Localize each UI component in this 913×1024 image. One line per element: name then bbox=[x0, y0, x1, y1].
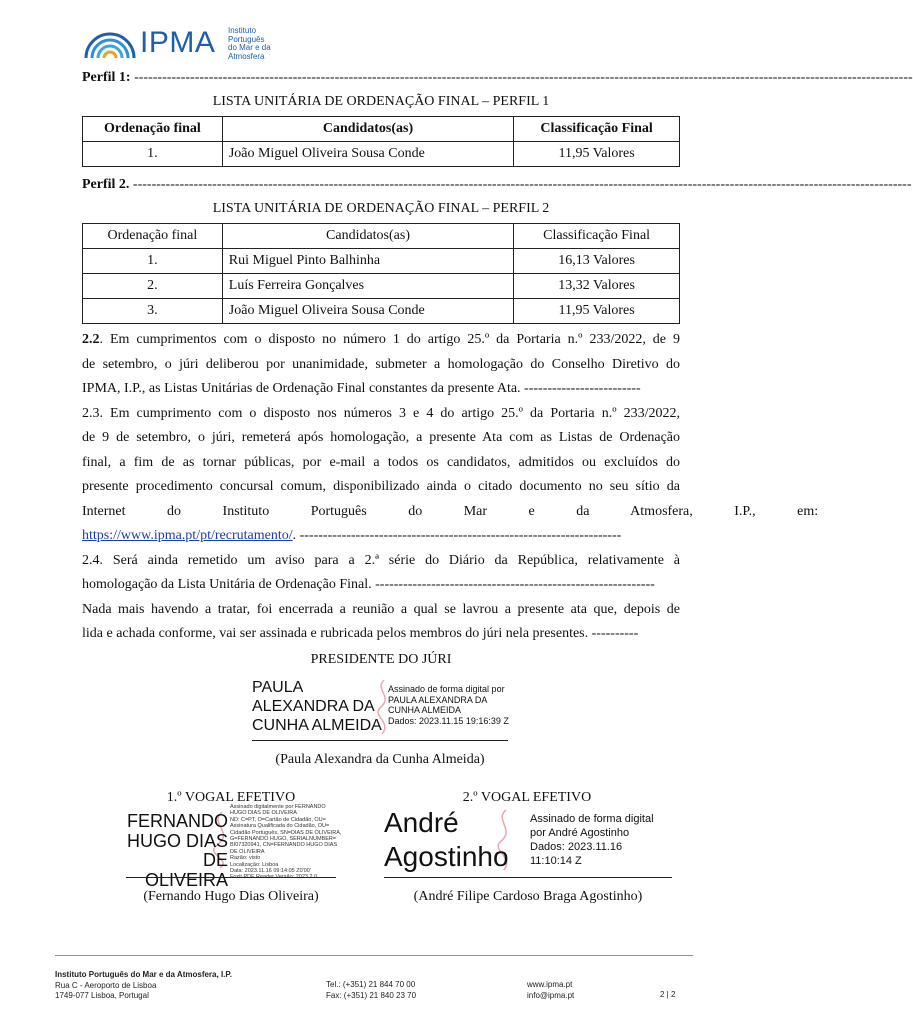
footer-divider bbox=[55, 955, 693, 956]
footer-web bbox=[527, 980, 574, 1001]
closing-paragraph-line: lida e achada conforme, vai ser assinada e rubricada pelos membros do júri nela presentes. ---------- bbox=[82, 626, 639, 641]
paragraph-2-3-line: https://www.ipma.pt/pt/recrutamento/. --------------------------------------------------------------------- bbox=[82, 528, 622, 543]
footer-address-line: 1749-077 Lisboa, Portugal bbox=[55, 991, 149, 1000]
paragraph-2-3-line: presente procedimento concursal comum, disponibilizado ainda o citado documento no seu sítio da bbox=[82, 479, 680, 494]
table-row bbox=[83, 249, 680, 274]
paragraph-2-4-line: 2.4. Será ainda remetido um aviso para a 2.ª série do Diário da República, relativamente à bbox=[82, 552, 680, 568]
col-header-classificacao: Classificação Final bbox=[514, 117, 680, 142]
signature-info: Assinado de forma digital por André Agostinho Dados: 2023.11.16 11:10:14 Z bbox=[530, 813, 654, 867]
paragraph-2-3-line: final, a fim de as tornar públicas, por e-mail a todos os candidatos, admitidos ou excluídos do bbox=[82, 454, 680, 470]
president-signature bbox=[252, 676, 532, 736]
president-caption: (Paula Alexandra da Cunha Almeida) bbox=[275, 752, 485, 767]
paragraph-2-2-number: 2.2 bbox=[82, 332, 100, 347]
paragraph-2-2-line: de setembro, o júri deliberou por unanimidade, submeter a homologação do Conselho Diretivo do bbox=[82, 356, 680, 372]
cell-rank: 2. bbox=[83, 274, 223, 299]
vogal-2-title: 2.º VOGAL EFETIVO bbox=[462, 790, 592, 805]
table-header-row bbox=[83, 224, 680, 249]
perfil-2-label: Perfil 2. bbox=[82, 177, 130, 192]
table-row bbox=[83, 142, 680, 167]
president-title: PRESIDENTE DO JÚRI bbox=[310, 652, 452, 667]
cell-score: 16,13 Valores bbox=[514, 249, 680, 274]
signature-info: Assinado digitalmente por FERNANDO HUGO DIAS DE OLIVEIRA ND: C=PT, O=Cartão de Cidadão, OU= Assinatura Qualificada do Cidadão, OU= Cidadão Português, SN=DIAS DE OLIVEIRA, G=FERNANDO HUGO, SERIALNUMBER= BI07320941, CN=FERNANDO HUGO DIAS DE OLIVEIRA Razão: visto Localização: Lisboa Data: 2023.11.16 09:14:05 Z0'00' Foxit PDF Reader Versão: 2023.2.0 bbox=[230, 804, 342, 881]
col-header-ordenacao: Ordenação final bbox=[83, 224, 223, 249]
vogal-1-signature bbox=[118, 804, 358, 890]
vogal-1-title: 1.º VOGAL EFETIVO bbox=[166, 790, 296, 805]
logo-wordmark: IPMA bbox=[140, 26, 216, 59]
signature-info: Assinado de forma digital por PAULA ALEXANDRA DA CUNHA ALMEIDA Dados: 2023.11.15 19:16:39 Z bbox=[388, 684, 509, 726]
cell-score: 11,95 Valores bbox=[514, 142, 680, 167]
ipma-logo-icon bbox=[82, 26, 138, 60]
vogal-2-caption: (André Filipe Cardoso Braga Agostinho) bbox=[413, 889, 643, 904]
page-number: 2 | 2 bbox=[660, 990, 676, 999]
footer-address bbox=[55, 970, 232, 1002]
col-header-ordenacao: Ordenação final bbox=[83, 117, 223, 142]
perfil-1-line bbox=[82, 70, 913, 86]
signature-name: PAULA ALEXANDRA DA CUNHA ALMEIDA bbox=[252, 679, 382, 734]
closing-paragraph-line: Nada mais havendo a tratar, foi encerrada a reunião a qual se lavrou a presente ata que, depois de bbox=[82, 601, 680, 617]
footer-address-line: Rua C - Aeroporto de Lisboa bbox=[55, 980, 157, 990]
paragraph-2-3-line: de 9 de setembro, o júri, remeterá após homologação, a presente Ata com as Listas de Ordenação bbox=[82, 430, 680, 445]
logo-subtitle: Instituto Português do Mar e da Atmosfera bbox=[228, 26, 271, 61]
cell-candidate: Luís Ferreira Gonçalves bbox=[222, 274, 513, 299]
paragraph-2-3-line: Internet do Instituto Português do Mar e da Atmosfera, I.P., em: bbox=[82, 503, 819, 519]
paragraph-2-4-line: homologação da Lista Unitária de Ordenação Final. ------------------------------------------------------------ bbox=[82, 577, 655, 592]
vogal-2-signature bbox=[384, 806, 674, 874]
perfil-2-title: LISTA UNITÁRIA DE ORDENAÇÃO FINAL – PERFIL 2 bbox=[212, 201, 550, 216]
footer-fax: Fax: (+351) 21 840 23 70 bbox=[326, 990, 417, 1000]
table-row bbox=[83, 274, 680, 299]
footer-contacts bbox=[326, 980, 416, 1001]
paragraph-2-3-line: 2.3. Em cumprimento com o disposto nos números 3 e 4 do artigo 25.º da Portaria n.º 233/2022, bbox=[82, 405, 680, 421]
ipma-logo bbox=[82, 24, 322, 64]
cell-score: 13,32 Valores bbox=[514, 274, 680, 299]
signature-line bbox=[252, 740, 508, 741]
perfil-2-line bbox=[82, 177, 912, 193]
cell-rank: 3. bbox=[83, 299, 223, 324]
signature-line bbox=[126, 877, 336, 878]
cell-rank: 1. bbox=[83, 249, 223, 274]
perfil-2-dashes: ----------------------------------------------------------------------------------------------------------------------------------------------------------------------- bbox=[132, 177, 912, 192]
cell-score: 11,95 Valores bbox=[514, 299, 680, 324]
footer-org: Instituto Português do Mar e da Atmosfera, I.P. bbox=[55, 970, 232, 979]
paragraph-2-2-line: IPMA, I.P., as Listas Unitárias de Ordenação Final constantes da presente Ata. ------------------------- bbox=[82, 381, 641, 396]
cell-candidate: Rui Miguel Pinto Balhinha bbox=[222, 249, 513, 274]
perfil-1-dashes: ----------------------------------------------------------------------------------------------------------------------------------------------------------------------- bbox=[134, 70, 913, 85]
perfil-2-table bbox=[82, 223, 680, 324]
footer-tel: Tel.: (+351) 21 844 70 00 bbox=[326, 980, 416, 989]
signature-name: FERNANDO HUGO DIAS DE OLIVEIRA bbox=[126, 811, 228, 890]
perfil-1-title: LISTA UNITÁRIA DE ORDENAÇÃO FINAL – PERFIL 1 bbox=[212, 94, 550, 109]
signature-name: André Agostinho bbox=[384, 807, 509, 872]
perfil-1-label: Perfil 1: bbox=[82, 70, 131, 85]
cell-candidate: João Miguel Oliveira Sousa Conde bbox=[222, 299, 513, 324]
signature-line bbox=[384, 877, 672, 878]
footer-website-link[interactable]: www.ipma.pt bbox=[527, 980, 573, 989]
recrutamento-link[interactable]: https://www.ipma.pt/pt/recrutamento/ bbox=[82, 528, 293, 543]
cell-candidate: João Miguel Oliveira Sousa Conde bbox=[222, 142, 513, 167]
cell-rank: 1. bbox=[83, 142, 223, 167]
table-header-row bbox=[83, 117, 680, 142]
footer-email-link[interactable]: info@ipma.pt bbox=[527, 990, 575, 1000]
col-header-classificacao: Classificação Final bbox=[514, 224, 680, 249]
table-row bbox=[83, 299, 680, 324]
paragraph-2-2-line: 2.2. Em cumprimentos com o disposto no número 1 do artigo 25.º da Portaria n.º 233/2022, de 9 bbox=[82, 332, 680, 347]
vogal-1-caption: (Fernando Hugo Dias Oliveira) bbox=[143, 889, 319, 904]
body-text bbox=[82, 328, 819, 647]
col-header-candidatos: Candidatos(as) bbox=[222, 224, 513, 249]
perfil-1-table bbox=[82, 116, 680, 167]
col-header-candidatos: Candidatos(as) bbox=[222, 117, 513, 142]
